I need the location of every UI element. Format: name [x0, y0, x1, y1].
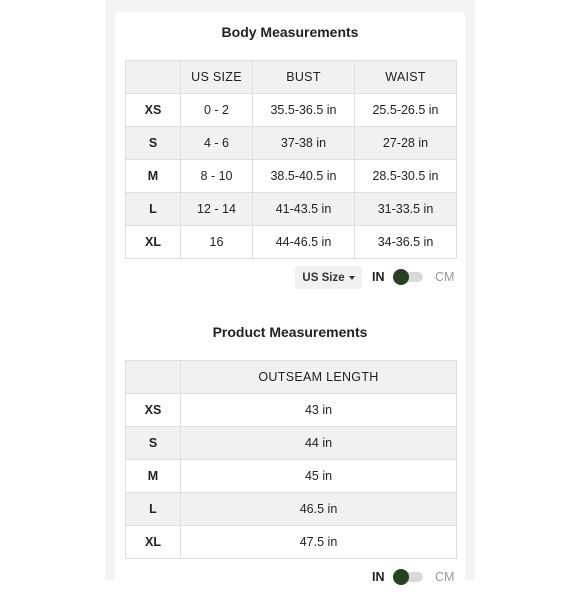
size-cell: S [126, 427, 181, 460]
body-measurements-title: Body Measurements [221, 24, 359, 40]
outseam-cell: 47.5 in [181, 526, 457, 559]
unit-toggle[interactable] [393, 569, 425, 585]
toggle-knob [393, 269, 409, 285]
bust-cell: 41-43.5 in [253, 193, 355, 226]
us-size-cell: 4 - 6 [181, 127, 253, 160]
size-cell: XS [126, 94, 181, 127]
table-row [126, 226, 457, 259]
size-cell: XS [126, 394, 181, 427]
table-header-row [126, 61, 457, 94]
us-size-cell: 12 - 14 [181, 193, 253, 226]
product-measurements-title: Product Measurements [212, 324, 368, 340]
size-cell: S [126, 127, 181, 160]
unit-system-value: US Size [302, 271, 345, 284]
product-measurements-table [125, 360, 457, 559]
toggle-knob [393, 569, 409, 585]
table-row [126, 460, 457, 493]
header-cell-bust: BUST [253, 61, 355, 94]
table-row [126, 127, 457, 160]
size-cell: XL [126, 526, 181, 559]
unit-toggle[interactable] [393, 269, 425, 285]
unit-label-in: IN [372, 570, 385, 584]
size-cell: M [126, 160, 181, 193]
unit-system-dropdown[interactable] [295, 266, 362, 289]
caret-down-icon [349, 276, 355, 280]
bust-cell: 35.5-36.5 in [253, 94, 355, 127]
table-row [126, 94, 457, 127]
size-cell: L [126, 193, 181, 226]
header-cell-empty [126, 361, 181, 394]
header-cell-empty [126, 61, 181, 94]
table-row [126, 526, 457, 559]
header-cell-us-size: US SIZE [181, 61, 253, 94]
waist-cell: 25.5-26.5 in [355, 94, 457, 127]
unit-label-in: IN [372, 270, 385, 284]
bust-cell: 37-38 in [253, 127, 355, 160]
outseam-cell: 44 in [181, 427, 457, 460]
table-row [126, 193, 457, 226]
size-cell: XL [126, 226, 181, 259]
table-row [126, 427, 457, 460]
waist-cell: 31-33.5 in [355, 193, 457, 226]
body-measurements-table [125, 60, 457, 259]
outseam-cell: 46.5 in [181, 493, 457, 526]
us-size-cell: 0 - 2 [181, 94, 253, 127]
bust-cell: 38.5-40.5 in [253, 160, 355, 193]
table-header-row [126, 361, 457, 394]
table-row [126, 160, 457, 193]
waist-cell: 27-28 in [355, 127, 457, 160]
size-cell: M [126, 460, 181, 493]
waist-cell: 28.5-30.5 in [355, 160, 457, 193]
bust-cell: 44-46.5 in [253, 226, 355, 259]
outseam-cell: 45 in [181, 460, 457, 493]
size-chart-card [115, 12, 465, 592]
waist-cell: 34-36.5 in [355, 226, 457, 259]
header-cell-waist: WAIST [355, 61, 457, 94]
unit-label-cm: CM [435, 570, 455, 584]
size-cell: L [126, 493, 181, 526]
us-size-cell: 8 - 10 [181, 160, 253, 193]
body-unit-controls [115, 266, 465, 290]
product-unit-controls [115, 566, 465, 590]
outseam-cell: 43 in [181, 394, 457, 427]
us-size-cell: 16 [181, 226, 253, 259]
unit-label-cm: CM [435, 270, 455, 284]
table-row [126, 394, 457, 427]
header-cell-outseam: OUTSEAM LENGTH [181, 361, 457, 394]
table-row [126, 493, 457, 526]
